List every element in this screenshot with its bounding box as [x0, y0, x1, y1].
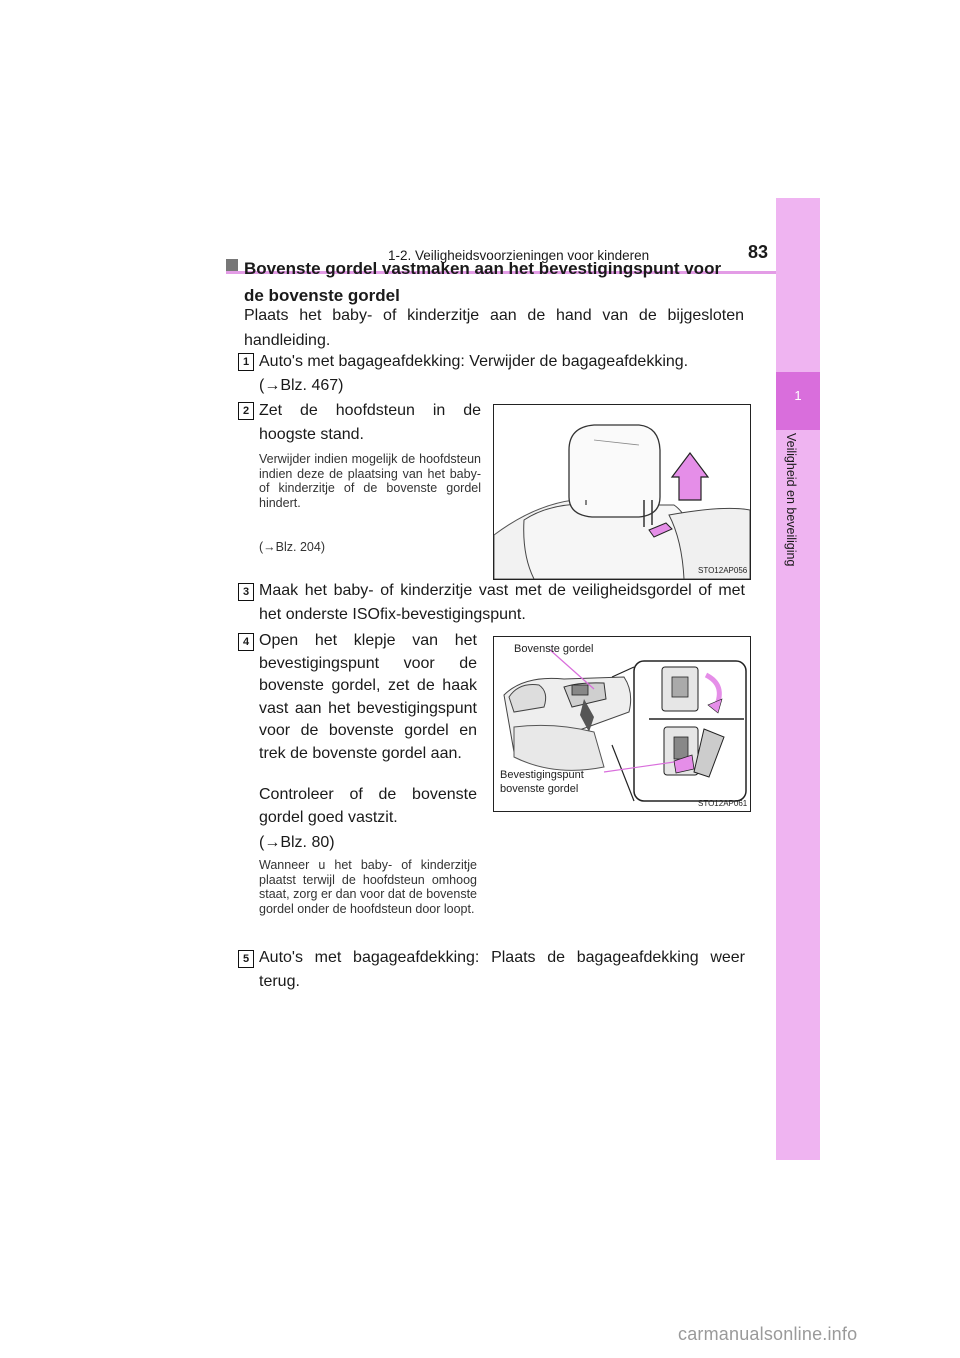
step-number-box: 2 — [238, 402, 254, 420]
chapter-number: 1 — [794, 388, 802, 403]
headrest-illustration — [494, 405, 750, 579]
step-2-ref: (→Blz. 204) — [259, 540, 325, 554]
step-number-box: 5 — [238, 950, 254, 968]
step-3-text: Maak het baby- of kinderzitje vast met de veiligheidsgordel of met het onderste ISOfix-bevestigingspunt. — [259, 582, 745, 623]
step-number-box: 3 — [238, 583, 254, 601]
step-1-ref: (→Blz. 467) — [259, 377, 344, 394]
headrest-figure — [493, 404, 751, 580]
chapter-side-tab — [776, 198, 820, 1160]
step-number-box: 1 — [238, 353, 254, 371]
heading-bullet-icon — [226, 259, 238, 271]
chapter-title: Veiligheid en beveiliging — [784, 433, 798, 567]
step-4-text: Open het klepje van het bevestigingspunt voor de bovenste gordel, zet de haak vast aan het bevestigingspunt voor de bovenste gordel en trek de bovenste gordel aan. — [259, 632, 477, 762]
step-4-ref: (→Blz. 80) — [259, 834, 335, 851]
section-title: 1-2. Veiligheidsvoorzieningen voor kinderen — [388, 248, 650, 263]
anchor-figure — [493, 636, 751, 812]
step-4-note: Wanneer u het baby- of kinderzitje plaatst terwijl de hoofdsteun omhoog staat, zorg er dan voor dat de bovenste gordel onder de hoofdsteun door loopt. — [259, 858, 477, 916]
figure-code: STO12AP061 — [698, 799, 748, 808]
page-number: 83 — [748, 242, 769, 262]
figure-label-anchor-line1: Bevestigingspunt — [500, 769, 584, 781]
step-number-box: 4 — [238, 633, 254, 651]
figure-label-anchor-line2: bovenste gordel — [500, 783, 579, 795]
watermark: carmanualsonline.info — [678, 1324, 858, 1344]
step-2-text: Zet de hoofdsteun in de hoogste stand. — [259, 402, 481, 443]
step-4-check: Controleer of de bovenste gordel goed vastzit. — [259, 786, 477, 826]
figure-label-top-tether: Bovenste gordel — [514, 643, 594, 655]
step-5-text: Auto's met bagageafdekking: Plaats de bagageafdekking weer terug. — [259, 949, 745, 990]
step-1-text: Auto's met bagageafdekking: Verwijder de bagageafdekking. — [259, 353, 689, 370]
step-2-note: Verwijder indien mogelijk de hoofdsteun indien deze de plaatsing van het baby- of kinderzitje of de bovenste gordel hindert. — [259, 452, 481, 510]
figure-code: STO12AP056 — [698, 566, 748, 575]
intro-paragraph: Plaats het baby- of kinderzitje aan de hand van de bijgesloten handleiding. — [244, 307, 744, 349]
section-heading: Bovenste gordel vastmaken aan het bevestigingspunt voor de bovenste gordel — [244, 259, 722, 305]
